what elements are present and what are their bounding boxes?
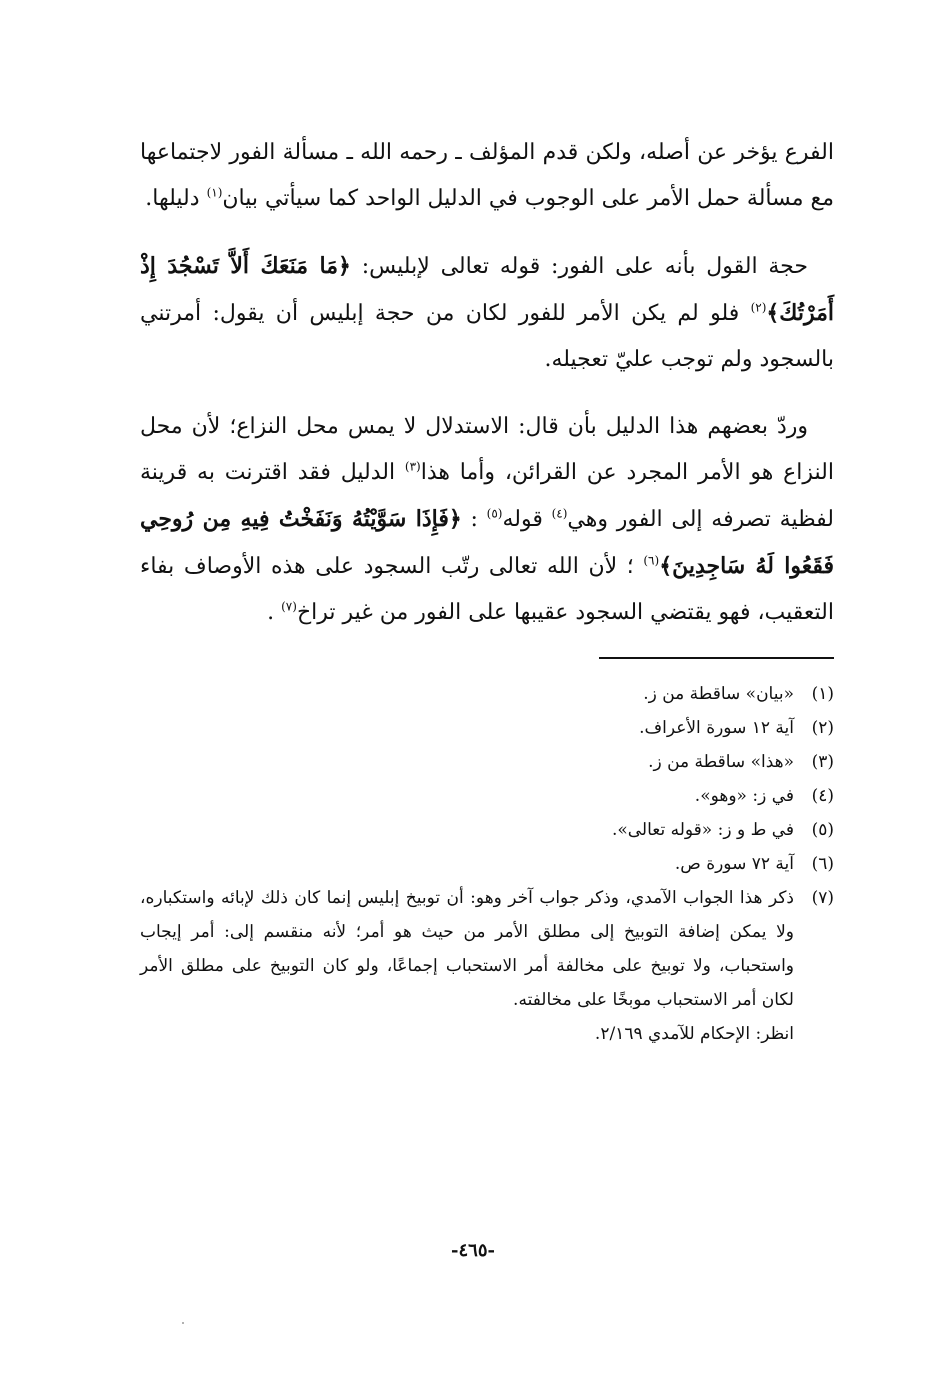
- footnote-ref-1[interactable]: (١): [206, 185, 223, 200]
- paragraph-3-text-a: وردّ بعضهم هذا الدليل بأن قال: الاستدلال لا يمس محل النزاع؛ لأن محل النزاع هو الأمر المجرد عن القرائن، وأما هذا: [140, 414, 834, 485]
- scan-speck: [182, 1322, 184, 1324]
- footnote-ref-5[interactable]: (٥): [486, 506, 503, 521]
- footnote-separator: [599, 657, 834, 659]
- footnote-text: آية ١٢ سورة الأعراف.: [639, 718, 794, 738]
- footnote-3: [140, 745, 834, 779]
- footnote-ref-3[interactable]: (٣): [404, 459, 421, 474]
- footnote-ref-2[interactable]: (٢): [750, 300, 767, 315]
- footnote-number: (١): [811, 684, 834, 704]
- footnote-source: انظر: الإحكام للآمدي ٢/١٦٩.: [594, 1024, 794, 1044]
- footnote-2: [140, 711, 834, 745]
- paragraph-3-text-d: :: [461, 507, 487, 532]
- footnote-ref-7[interactable]: (٧): [281, 599, 297, 614]
- footnote-text: آية ٧٢ سورة ص.: [674, 854, 794, 874]
- quran-verse-1: ﴿مَا مَنَعَكَ أَلاَّ تَسْجُدَ إِذْ أَمَرْتُكَ﴾: [140, 253, 834, 326]
- page-content: [140, 130, 834, 1051]
- footnote-text: «بيان» ساقطة من ز.: [643, 684, 794, 704]
- footnote-number: (٣): [811, 752, 834, 772]
- footnote-1: [140, 677, 834, 711]
- paragraph-3-text-f: .: [267, 600, 282, 625]
- footnote-ref-4[interactable]: (٤): [551, 506, 568, 521]
- footnote-ref-6[interactable]: (٦): [643, 553, 660, 568]
- footnote-number: (٥): [811, 820, 834, 840]
- footnote-number: (٦): [811, 854, 834, 874]
- footnote-4: [140, 779, 834, 813]
- paragraph-1-text-a: الفرع يؤخر عن أصله، ولكن قدم المؤلف ـ رحمه الله ـ مسألة الفور لاجتماعها مع مسألة حمل الأمر على الوجوب في الدليل الواحد كما سيأتي بيان: [140, 140, 834, 211]
- footnote-5: [140, 813, 834, 847]
- quran-verse-2: ﴿فَإِذَا سَوَّيْتُهُ وَنَفَخْتُ فِيهِ مِن رُوحِي فَقَعُوا لَهُ سَاجِدِينَ﴾: [140, 506, 834, 579]
- footnote-text: في ز: «وهو».: [694, 786, 794, 806]
- footnote-text: في ط و ز: «قوله تعالى».: [611, 820, 794, 840]
- paragraph-3-text-c: قوله: [502, 507, 552, 532]
- footnote-text: ذكر هذا الجواب الآمدي، وذكر جواب آخر وهو: أن توبيخ إبليس إنما كان ذلك لإبائه واستكباره، ولا يمكن إضافة التوبيخ إلى مطلق الأمر من حيث هو أمر؛ لأنه منقسم إلى: أمر إيجاب واستحباب، ولا توبيخ على مخالفة أمر الاستحباب إجماعًا، ولو كان التوبيخ على مطلق الأمر لكان أمر الاستحباب موبخًا على مخالفته.: [140, 888, 794, 1010]
- footnote-number: (٧): [811, 888, 834, 908]
- paragraph-3-text-e: ؛ لأن الله تعالى رتّب السجود على هذه الأوصاف بفاء التعقيب، فهو يقتضي السجود عقيبها على الفور من غير تراخ: [140, 554, 834, 625]
- paragraph-3-text-b: الدليل فقد اقترنت به قرينة لفظية تصرفه إلى الفور وهي: [140, 460, 834, 532]
- footnote-number: (٤): [811, 786, 834, 806]
- body-paragraph-3: [140, 404, 834, 636]
- paragraph-2-text-b: فلو لم يكن الأمر للفور لكان من حجة إبليس أن يقول: أمرتني بالسجود ولم توجب عليّ تعجيله.: [140, 301, 834, 372]
- page-number: -٤٦٥-: [451, 1240, 495, 1261]
- body-paragraph-2: [140, 243, 834, 383]
- paragraph-1-text-b: دليلها.: [145, 186, 207, 211]
- body-paragraph-1: [140, 130, 834, 222]
- footnote-text: «هذا» ساقطة من ز.: [648, 752, 794, 772]
- footnotes-list: [140, 677, 834, 1017]
- footnote-number: (٢): [811, 718, 834, 738]
- footnote-6: [140, 847, 834, 881]
- footnote-7: [140, 881, 834, 1017]
- paragraph-2-text-a: حجة القول بأنه على الفور: قوله تعالى لإبليس:: [350, 254, 808, 279]
